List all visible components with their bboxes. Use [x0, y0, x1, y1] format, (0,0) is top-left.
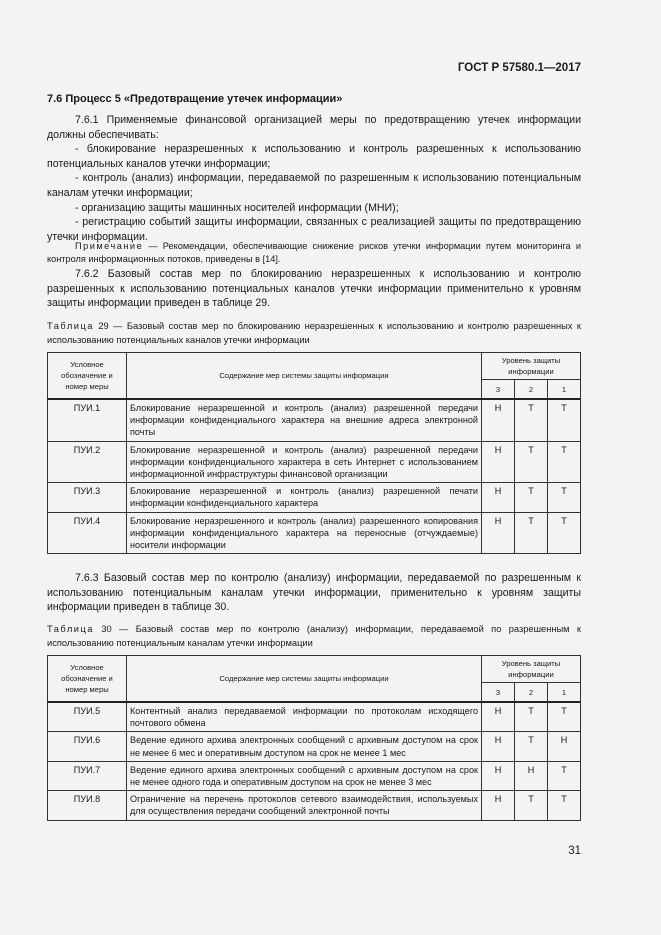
table-29-caption-text: 29 — Базовый состав мер по блокированию неразрешенных к использованию и контролю разрешенных к использованию потенциальных каналов утечки информации [47, 321, 581, 345]
level-2-value: Т [515, 399, 548, 441]
table-29 [47, 352, 581, 554]
measure-code: ПУИ.4 [48, 512, 127, 554]
measure-text: Блокирование неразрешенной и контроль (анализ) разрешенной передачи информации конфиденциального характера на внешние адреса электронной почты [127, 399, 482, 441]
table-row [48, 791, 581, 820]
level-3-value: Н [482, 441, 515, 483]
measure-code: ПУИ.2 [48, 441, 127, 483]
col-header-content: Содержание мер системы защиты информации [127, 353, 482, 400]
level-1-value: Т [548, 761, 581, 790]
note-label: Примечание [75, 241, 144, 251]
level-3-value: Н [482, 512, 515, 554]
list-item: - организацию защиты машинных носителей информации (МНИ); [75, 201, 399, 214]
col-header-level-2: 2 [515, 380, 548, 400]
level-1-value: Т [548, 512, 581, 554]
clause-7-6-2: 7.6.2 Базовый состав мер по блокированию неразрешенных к использованию и контролю разрешенных к использованию потенциальных каналов утечки информации применительно к уровням защиты информации приведен в таблице 29. [47, 268, 581, 310]
measure-code: ПУИ.6 [48, 732, 127, 761]
table-30-caption-label: Таблица [47, 624, 94, 634]
col-header-levels: Уровень защиты информации [482, 353, 581, 380]
table-29-caption [47, 320, 581, 347]
col-header-levels: Уровень защиты информации [482, 656, 581, 683]
level-3-value: Н [482, 702, 515, 732]
table-30 [47, 655, 581, 821]
level-3-value: Н [482, 399, 515, 441]
level-2-value: Т [515, 702, 548, 732]
measure-text: Ограничение на перечень протоколов сетевого взаимодействия, используемых для осуществления передачи сообщений электронной почты [127, 791, 482, 820]
level-1-value: Н [548, 732, 581, 761]
level-1-value: Т [548, 483, 581, 512]
list-item: - блокирование неразрешенных к использованию и контроль разрешенных к использованию потенциальных каналов утечки информации; [47, 143, 581, 170]
table-30-caption [47, 623, 581, 650]
level-1-value: Т [548, 702, 581, 732]
level-1-value: Т [548, 441, 581, 483]
table-row [48, 512, 581, 554]
measure-code: ПУИ.3 [48, 483, 127, 512]
clause-7-6-1-intro: 7.6.1 Применяемые финансовой организацией меры по предотвращению утечек информации должны обеспечивать: [47, 114, 581, 141]
measure-text: Блокирование неразрешенной и контроль (анализ) разрешенной передачи информации конфиденциального характера в сеть Интернет с использованием информационной инфраструктуры финансовой организации [127, 441, 482, 483]
standard-header: ГОСТ Р 57580.1—2017 [457, 62, 581, 74]
table-30-caption-text: 30 — Базовый состав мер по контролю (анализу) информации, передаваемой по разрешенным к использованию потенциальным каналам утечки информации [47, 624, 581, 648]
measure-text: Ведение единого архива электронных сообщений с архивным доступом на срок не менее одного года и оперативным доступом на срок не менее 3 мес [127, 761, 482, 790]
level-3-value: Н [482, 791, 515, 820]
table-row [48, 732, 581, 761]
level-2-value: Т [515, 483, 548, 512]
col-header-code: Условное обозначение и номер меры [48, 353, 127, 400]
level-2-value: Т [515, 512, 548, 554]
section-title: 7.6 Процесс 5 «Предотвращение утечек информации» [47, 93, 343, 105]
table-row [48, 761, 581, 790]
level-1-value: Т [548, 399, 581, 441]
measure-text: Блокирование неразрешенной и контроль (анализ) разрешенной печати информации конфиденциального характера [127, 483, 482, 512]
measure-text: Ведение единого архива электронных сообщений с архивным доступом на срок не менее 6 мес и оперативным доступом на срок не менее 1 мес [127, 732, 482, 761]
col-header-level-1: 1 [548, 683, 581, 703]
col-header-content: Содержание мер системы защиты информации [127, 656, 482, 703]
measure-code: ПУИ.5 [48, 702, 127, 732]
table-row [48, 702, 581, 732]
col-header-level-3: 3 [482, 683, 515, 703]
measure-code: ПУИ.8 [48, 791, 127, 820]
col-header-code: Условное обозначение и номер меры [48, 656, 127, 703]
level-3-value: Н [482, 483, 515, 512]
level-2-value: Т [515, 732, 548, 761]
list-item: - регистрацию событий защиты информации, связанных с реализацией защиты по предотвращению утечки информации. [47, 216, 581, 243]
measure-text: Блокирование неразрешенного и контроль (анализ) разрешенного копирования информации конфиденциального характера на переносные (отчуждаемые) носители информации [127, 512, 482, 554]
page-number: 31 [568, 845, 581, 857]
level-3-value: Н [482, 732, 515, 761]
level-2-value: Т [515, 791, 548, 820]
table-row [48, 399, 581, 441]
col-header-level-1: 1 [548, 380, 581, 400]
table-row [48, 483, 581, 512]
note-text: — Рекомендации, обеспечивающие снижение рисков утечки информации путем мониторинга и контроля информационных потоков, приведены в [14]. [47, 241, 581, 264]
col-header-level-2: 2 [515, 683, 548, 703]
table-29-caption-label: Таблица [47, 321, 94, 331]
measure-code: ПУИ.1 [48, 399, 127, 441]
level-3-value: Н [482, 761, 515, 790]
measure-code: ПУИ.7 [48, 761, 127, 790]
note [47, 240, 581, 266]
clause-7-6-3: 7.6.3 Базовый состав мер по контролю (анализу) информации, передаваемой по разрешенным к использованию потенциальным каналам утечки информации, применительно к уровням защиты информации приведен в таблице 30. [47, 572, 581, 614]
level-2-value: Н [515, 761, 548, 790]
level-1-value: Т [548, 791, 581, 820]
measure-text: Контентный анализ передаваемой информации по протоколам исходящего почтового обмена [127, 702, 482, 732]
clause-7-6-1 [47, 113, 581, 244]
list-item: - контроль (анализ) информации, передаваемой по разрешенным к использованию потенциальным каналам утечки информации; [47, 172, 581, 199]
table-row [48, 441, 581, 483]
col-header-level-3: 3 [482, 380, 515, 400]
level-2-value: Т [515, 441, 548, 483]
